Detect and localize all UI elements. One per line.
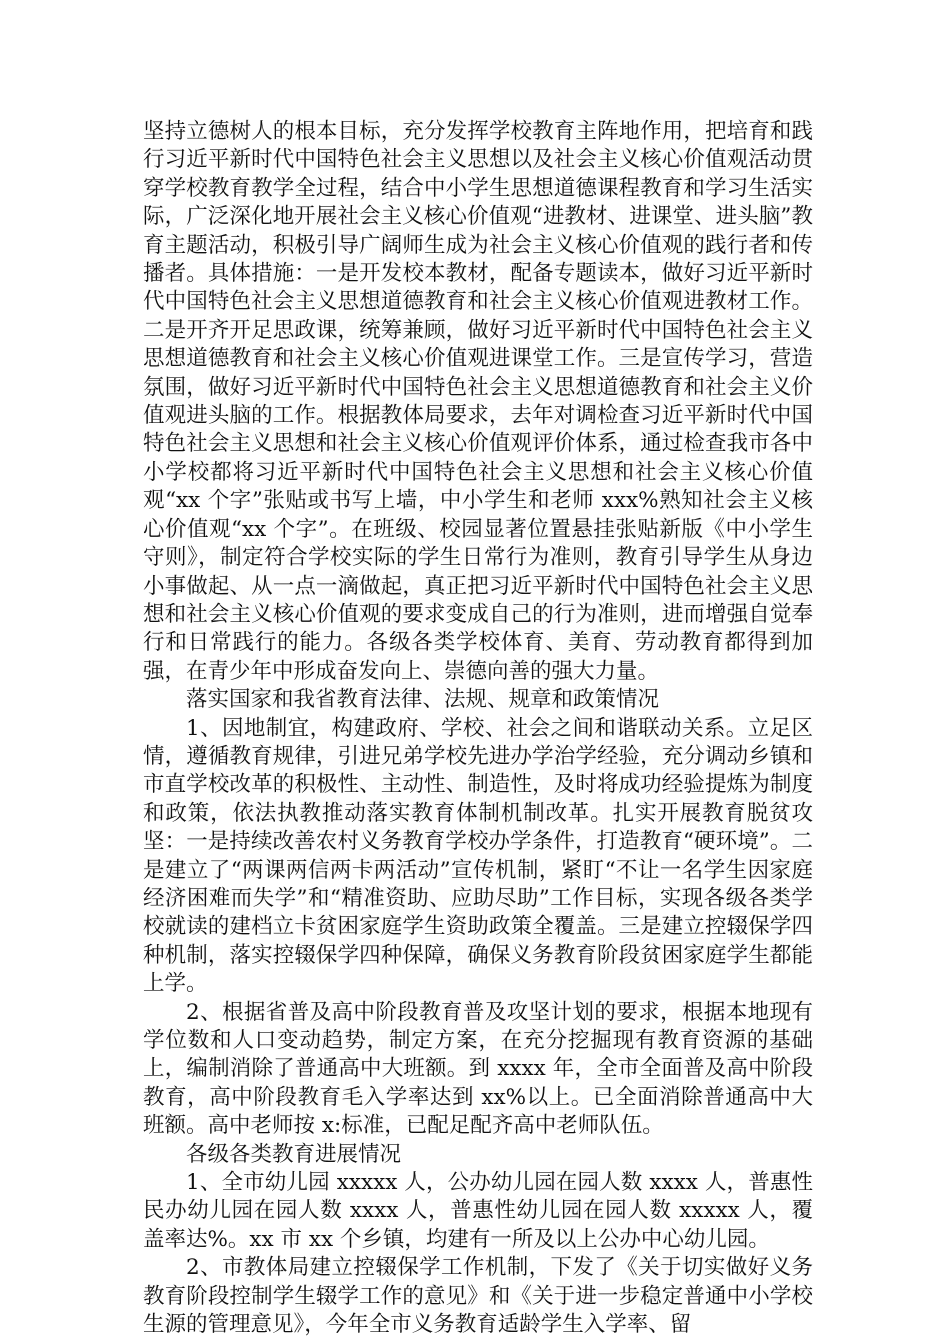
paragraph-high-school-popularization: 2、根据省普及高中阶段教育普及攻坚计划的要求，根据本地现有学位数和人口变动趋势，制定方案，在充分挖掘现有教育资源的基础上，编制消除了普通高中大班额。到 xxxx 年，全市全面普及高中阶段教育，高中阶段教育毛入学率达到 xx%以上。已全面消除普通高中大班额。高中老师按 x:标准，已配足配齐高中老师队伍。 (143, 999, 813, 1139)
section-heading-education-progress: 各级各类教育进展情况 (186, 1141, 402, 1167)
paragraph-core-values: 坚持立德树人的根本目标，充分发挥学校教育主阵地作用，把培育和践行习近平新时代中国特色社会主义思想以及社会主义核心价值观活动贯穿学校教育教学全过程，结合中小学生思想道德课程教育和学习生活实际，广泛深化地开展社会主义核心价值观“进教材、进课堂、进头脑”教育主题活动，积极引导广阔师生成为社会主义核心价值观的践行者和传播者。具体措施：一是开发校本教材，配备专题读本，做好习近平新时代中国特色社会主义思想道德教育和社会主义核心价值观进教材工作。二是开齐开足思政课，统筹兼顾，做好习近平新时代中国特色社会主义思想道德教育和社会主义核心价值观进课堂工作。三是宣传学习，营造氛围，做好习近平新时代中国特色社会主义思想道德教育和社会主义价值观进头脑的工作。根据教体局要求，去年对调检查习近平新时代中国特色社会主义思想和社会主义核心价值观评价体系，通过检查我市各中小学校都将习近平新时代中国特色社会主义思想和社会主义核心价值观“xx 个字”张贴或书写上墙，中小学生和老师 xxx%熟知社会主义核心价值观“xx 个字”。在班级、校园显著位置悬挂张贴新版《中小学生守则》，制定符合学校实际的学生日常行为准则，教育引导学生从身边小事做起、从一点一滴做起，真正把习近平新时代中国特色社会主义思想和社会主义核心价值观的要求变成自己的行为准则，进而增强自觉奉行和日常践行的能力。各级各类学校体育、美育、劳动教育都得到加强，在青少年中形成奋发向上、崇德向善的强大力量。 (143, 119, 813, 684)
paragraph-dropout-control: 2、市教体局建立控辍保学工作机制，下发了《关于切实做好义务教育阶段控制学生辍学工作的意见》和《关于进一步稳定普通中小学校生源的管理意见》，今年全市义务教育适龄学生入学率、留 (143, 1255, 813, 1338)
section-heading-laws-policies: 落实国家和我省教育法律、法规、规章和政策情况 (186, 687, 660, 713)
paragraph-kindergarten-stats: 1、全市幼儿园 xxxxx 人，公办幼儿园在园人数 xxxx 人，普惠性民办幼儿园在园人数 xxxx 人，普惠性幼儿园在园人数 xxxxx 人，覆盖率达%。xx 市 xx 个乡镇，均建有一所及以上公办中心幼儿园。 (143, 1170, 813, 1252)
document-body (143, 118, 813, 1339)
paragraph-linkage-mechanism: 1、因地制宜，构建政府、学校、社会之间和谐联动关系。立足区情，遵循教育规律，引进兄弟学校先进办学治学经验，充分调动乡镇和市直学校改革的积极性、主动性、制造性，及时将成功经验提炼为制度和政策，依法执教推动落实教育体制机制改革。扎实开展教育脱贫攻坚：一是持续改善农村义务教育学校办学条件，打造教育“硬环境”。二是建立了“两课两信两卡两活动”宣传机制，紧盯“不让一名学生因家庭经济困难而失学”和“精准资助、应助尽助”工作目标，实现各级各类学校就读的建档立卡贫困家庭学生资助政策全覆盖。三是建立控辍保学四种机制，落实控辍保学四种保障，确保义务教育阶段贫困家庭学生都能上学。 (143, 715, 813, 997)
